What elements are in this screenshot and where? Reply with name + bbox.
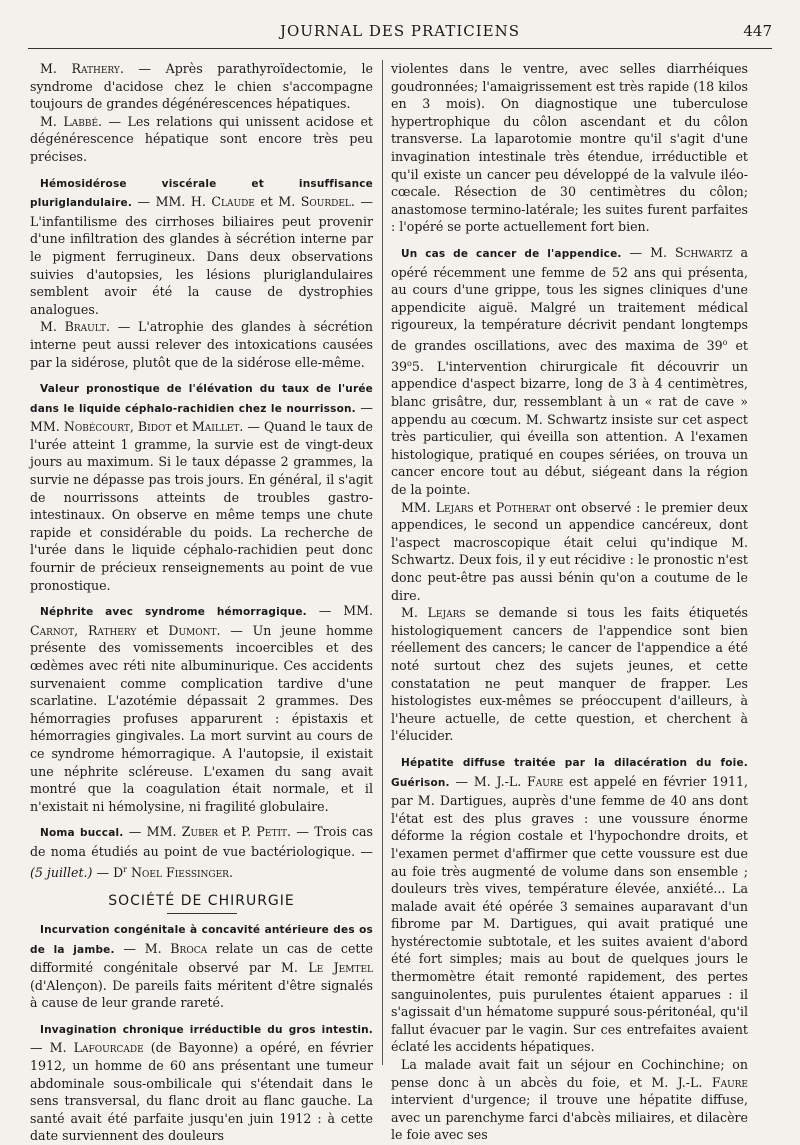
right-column <box>391 60 749 1143</box>
paragraph-lejars: M. Lejars se demande si tous les faits étiquetés histologiquement cancers de l'appendice sont bien réellement des cancers; le cancer de l'appendice a été noté surtout chez des sujets jeunes, et cette constatation ne peut manquer de frapper. Les histologistes eux-mêmes se préoccupent d'ailleurs, à l'heure actuelle, de cette question, et cherchent à l'élucider. <box>391 605 749 744</box>
paragraph-incurvation: Incurvation congénitale à concavité antérieure des os de la jambe. — M. Broca relate un cas de cette difformité congénitale observé par M. Le Jemtel (d'Alençon). De pareils faits méritent d'être signalés à cause de leur grande rareté. <box>30 923 373 1011</box>
paragraph-nephrite: Néphrite avec syndrome hémorragique. — MM. Carnot, Rathery et Dumont. — Un jeune homme présente des vomissements incoercibles et des œdèmes avec réti nite albuminurique. Ces accidents survenaient comme complication tardive d'une scarlatine. L'azotémie dépassait 2 grammes. Des hémorragies profuses apparurent : épistaxis et hémorragies gingivales. La mort survint au cours de ce syndrome hémorragique. A l'autopsie, il existait une néphrite scléreuse. L'examen du sang avait montré que la coagulation était normale, et il n'existait ni hémolysine, ni fragilité globulaire. <box>30 603 373 814</box>
page-header <box>28 22 772 49</box>
journal-title: JOURNAL DES PRATICIENS <box>279 22 521 40</box>
left-column <box>30 60 374 1144</box>
paragraph-brault: M. Brault. — L'atrophie des glandes à sécrétion interne peut aussi relever des intoxications causées par la sidérose, plutôt que de la sidérose elle-même. <box>30 319 373 370</box>
paragraph-hemosiderose: Hémosidérose viscérale et insuffisance pluriglandulaire. — MM. H. Claude et M. Sourdel. — L'infantilisme des cirrhoses biliaires peut provenir d'une infiltration des glandes à sécrétion interne par le pigment ferrugineux. Dans deux observations suivies d'autopsies, les lésions pluriglandulaires semblent avoir été la cause de dystrophies analogues. <box>30 177 373 317</box>
column-divider <box>382 60 383 1065</box>
paragraph-lejars-potherat: MM. Lejars et Potherat ont observé : le premier deux appendices, le second un appendice cancéreux, dont l'aspect macroscopique était celui qu'indique M. Schwartz. Deux fois, il y eut récidive : le pronostic n'est donc peut-être pas aussi bénin qu'on a coutume de le dire. <box>391 499 748 603</box>
paragraph-labbe: M. Labbé. — Les relations qui unissent acidose et dégénérescence hépatique sont encore très peu précises. <box>30 113 373 164</box>
page-number: 447 <box>743 22 772 40</box>
paragraph-rathery: M. Rathery. — Après parathyroïdectomie, le syndrome d'acidose chez le chien s'accompagne toujours de grandes dégénérescences hépatiques. <box>30 61 373 112</box>
paragraph-cancer-appendice: Un cas de cancer de l'appendice. — M. Schwartz a opéré récemment une femme de 52 ans qui présenta, au cours d'une grippe, tous les signes cliniques d'une appendicite aiguë. Malgré un traitement médical rigoureux, la température décrivit pendant longtemps de grandes oscillations, avec des maxima de 39$^o$ et 39$^o$5. L'intervention chirurgicale fit découvrir un appendice d'aspect bizarre, long de 3 à 4 centimètres, blanc grisâtre, dur, ressemblant à un « rat de cave » appendu au cœcum. M. Schwartz insiste sur cet aspect très particulier, qui éveilla son attention. A l'examen histologique, pratiqué en coupes sériées, on trouva un cancer encore tout au début, siégeant dans la région de la pointe. <box>391 244 748 498</box>
paragraph-hepatite: Hépatite diffuse traitée par la dilacération du foie. Guérison. — M. J.-L. Faure est appelé en février 1911, par M. Dartigues, auprès d'une femme de 40 ans dont l'état est des plus graves : une voussure énorme déforme la région costale et l'hypochondre droits, et l'examen permet d'affirmer que cette voussure est due au foie très augmenté de volume dans son ensemble ; douleurs très vives, température élevée, anxiété... La malade avait été opérée 3 semaines auparavant d'un fibrome par M. Dartigues, qui avait pratiqué une hystérectomie subtotale, et les suites avaient d'abord été fort simples; mais au bout de quelques jours le thermomètre était remonté rapidement, des pertes sanguinolentes, puis purulentes étaient apparues : il s'agissait d'un hématome suppuré sous-péritonéal, qu'il fallut évacuer par le vagin. Sur ces entrefaites avaient éclaté les accidents hépatiques. <box>391 756 748 1055</box>
paragraph-uree: Valeur pronostique de l'élévation du taux de l'urée dans le liquide céphalo-rachidien chez le nourrisson. — MM. Nobécourt, Bidot et Maillet. — Quand le taux de l'urée atteint 1 gramme, la survie est de vingt-deux jours au maximum. Si le taux dépasse 2 grammes, la survie ne dépasse pas trois jours. En général, il s'agit de nourrissons atteints de troubles gastro-intestinaux. On observe en même temps une chute rapide et considérable du poids. La recherche de l'urée dans le liquide céphalo-rachidien peut donc fournir de précieux renseignements au point de vue pronostique. <box>30 383 373 593</box>
paragraph-cochinchine: La malade avait fait un séjour en Cochinchine; on pense donc à un abcès du foie, et M. J.-L. Faure intervient d'urgence; il trouve une hépatite diffuse, avec un parenchyme farci d'abcès miliaires, et dilacère le foie avec ses <box>391 1057 748 1143</box>
section-title: SOCIÉTÉ DE CHIRURGIE <box>108 893 295 910</box>
section-rule <box>167 913 237 914</box>
paragraph-invagination: Invagination chronique irréductible du gros intestin. — M. Lafourcade (de Bayonne) a opéré, en février 1912, un homme de 60 ans présentant une tumeur abdominale sous-ombilicale qui s'étendait dans le sens transversal, du flanc droit au flanc gauche. La santé avait été parfaite jusqu'en juin 1912 : à cette date surviennent des douleurs <box>30 1023 374 1144</box>
paragraph-noma: Noma buccal. — MM. Zuber et P. Petit. — Trois cas de noma étudiés au point de vue bactériologique. — (5 juillet.) — $D^r$ Noel Fiessinger. <box>30 824 374 880</box>
paragraph-continuation: violentes dans le ventre, avec selles diarrhéiques goudronnées; l'amaigrissement est très rapide (18 kilos en 3 mois). On diagnostique une tuberculose hypertrophique du côlon ascendant et du côlon transverse. La laparotomie montre qu'il s'agit d'une invagination intestinale très étendue, irréductible et qu'il existe un cancer peu développé de la valvule iléo-cœcale. Résection de 30 centimètres du côlon; anastomose termino-latérale; les suites furent parfaites : l'opéré se porte actuellement fort bien. <box>391 61 748 235</box>
